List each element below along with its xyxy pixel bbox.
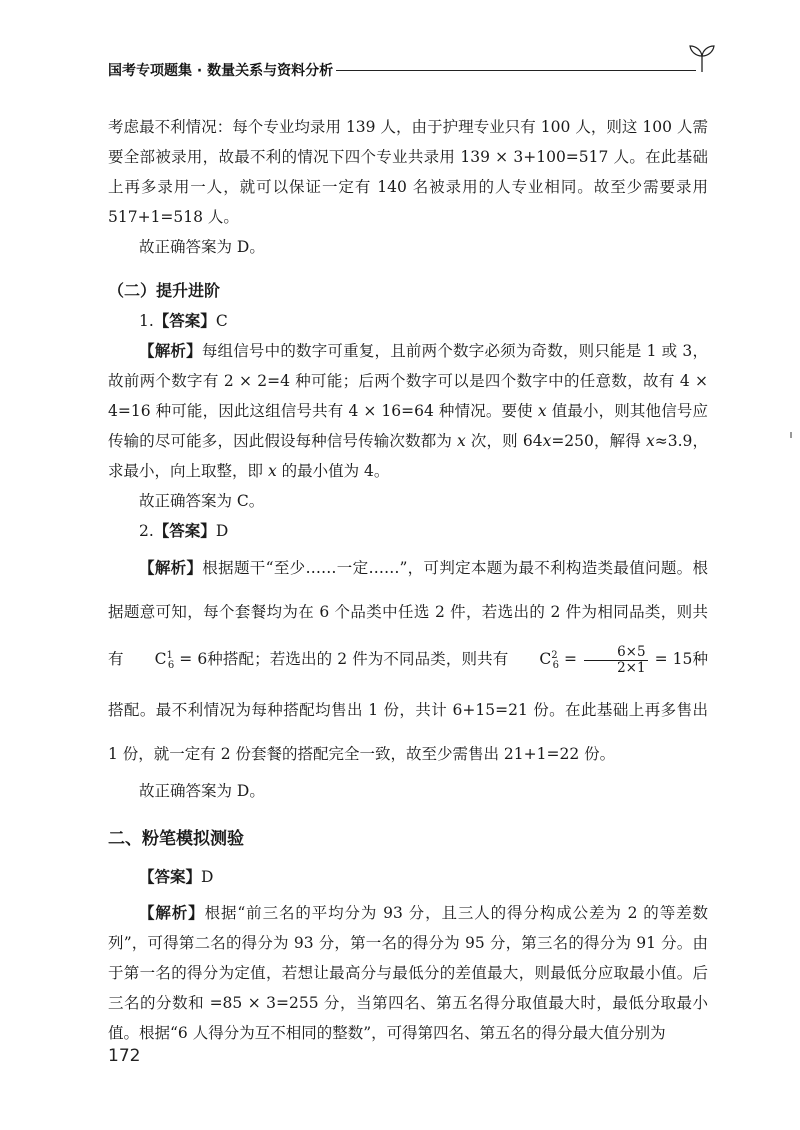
- q1-var-x: x: [267, 462, 277, 480]
- section-a-conclusion: 故正确答案为 D。: [139, 238, 265, 256]
- q2-number: 2.: [139, 522, 154, 540]
- q2-text-b: = 6种搭配；若选出的 2 件为不同品类，则共有: [174, 650, 509, 669]
- section-b-heading: （二）提升进阶: [108, 281, 221, 300]
- q1-conclusion: 故正确答案为 C。: [139, 492, 265, 510]
- q1-var-x: x: [646, 432, 655, 450]
- section-c-answer: D: [201, 868, 214, 887]
- q1-text-d: =250，解得: [551, 432, 646, 450]
- q1-var-x: x: [542, 432, 552, 450]
- q1-var-x: x: [457, 432, 466, 450]
- section-a-paragraph: 考虑最不利情况：每个专业均录用 139 人，由于护理专业只有 100 人，则这 100 人需要全部被录用，故最不利的情况下四个专业共录用 139 × 3+100=517 人。在此基础上再多录用一人，就可以保证一定有 140 名被录用的人专业相同。故至少需要录用 517+1=518 人。: [108, 118, 708, 226]
- section-c-heading: 二、粉笔模拟测验: [108, 829, 244, 850]
- fraction-denominator: 2×1: [617, 659, 646, 676]
- q2-analysis: [108, 546, 708, 776]
- comb1-base: C: [154, 650, 167, 669]
- q2-analysis-label: 【解析】: [139, 559, 203, 577]
- section-c-text: 根据“前三名的平均分为 93 分，且三人的得分构成公差为 2 的等差数列”，可得第二名的得分为 93 分，第一名的得分为 95 分，第三名的得分为 91 分。由于第一名的得分为定值，若想让最高分与最低分的差值最大，则最低分应取最小值。后三名的分数和 =85 × 3=255 分，当第四名、第五名得分取值最大时，最低分取最小值。根据“6 人得分为互不相同的整数”，可得第四名、第五名的得分最大值分别为: [108, 904, 708, 1043]
- comb2-sub: 6: [552, 660, 559, 672]
- q1-text-a: 每组信号中的数字可重复，且前两个数字必须为奇数，则只能是 1 或 3，故前两个数字有 2 × 2=4 种可能；后两个数字可以是四个数字中的任意数，故有 4 × 4=16 种可能，因此这组信号共有 4 × 16=64 种情况。要使: [108, 342, 708, 420]
- q1-text-e: ≈3.9，求最小，向上取整，即: [108, 432, 709, 480]
- header-title: 国考专项题集 · 数量关系与资料分析: [108, 63, 334, 79]
- q2-text-a: 根据题干“至少……一定……”，可判定本题为最不利构造类最值问题。根据题意可知，每个套餐均为在 6 个品类中任选 2 件，若选出的 2 件为相同品类，则共有: [108, 559, 708, 669]
- q2-answer-label: 【答案】: [153, 522, 216, 540]
- section-c-answer-line: [108, 862, 708, 892]
- combination-c61: [124, 634, 175, 688]
- edge-mark: [790, 432, 792, 438]
- comb2-base: C: [539, 650, 552, 669]
- q1-answer-line: [108, 306, 708, 336]
- header-rule: [336, 70, 696, 71]
- fraction-numerator: 6×5: [584, 645, 648, 661]
- q2-answer: D: [215, 522, 229, 540]
- q2-text-d: = 15种搭配。最不利情况为每种搭配均售出 1 份，共计 6+15=21 份。在此基础上再多售出 1 份，就一定有 2 份套餐的搭配完全一致，故至少需售出 21+1=22 份。: [108, 650, 708, 764]
- q1-text-b: 值最小，则其他信号应传输的尽可能多，因此假设每种信号传输次数都为: [108, 402, 708, 450]
- sprout-icon: [688, 42, 716, 74]
- page-content: [108, 112, 708, 1048]
- q1-var-x: x: [537, 402, 547, 420]
- comb1-sup: 1: [166, 650, 173, 661]
- q1-number: 1.: [139, 312, 154, 330]
- section-c-analysis-label: 【解析】: [139, 904, 205, 923]
- section-c-answer-label: 【答案】: [139, 868, 202, 887]
- running-header: [108, 56, 708, 86]
- q1-text-f: 的最小值为 4。: [276, 462, 390, 480]
- comb2-sup: 2: [551, 650, 558, 661]
- q2-answer-line: [108, 516, 708, 546]
- section-c-analysis: [108, 898, 708, 1048]
- q1-analysis-label: 【解析】: [139, 342, 202, 360]
- fraction: [584, 645, 648, 676]
- q1-answer: C: [215, 312, 228, 330]
- q2-text-c: =: [558, 650, 583, 669]
- q2-conclusion: 故正确答案为 D。: [139, 782, 265, 801]
- page-number: 172: [108, 1046, 141, 1066]
- q1-answer-label: 【答案】: [153, 312, 216, 330]
- q1-text-c: 次，则 64: [465, 432, 543, 450]
- comb1-sub: 6: [167, 660, 175, 672]
- combination-c62: [508, 634, 559, 688]
- q1-analysis: [108, 336, 708, 486]
